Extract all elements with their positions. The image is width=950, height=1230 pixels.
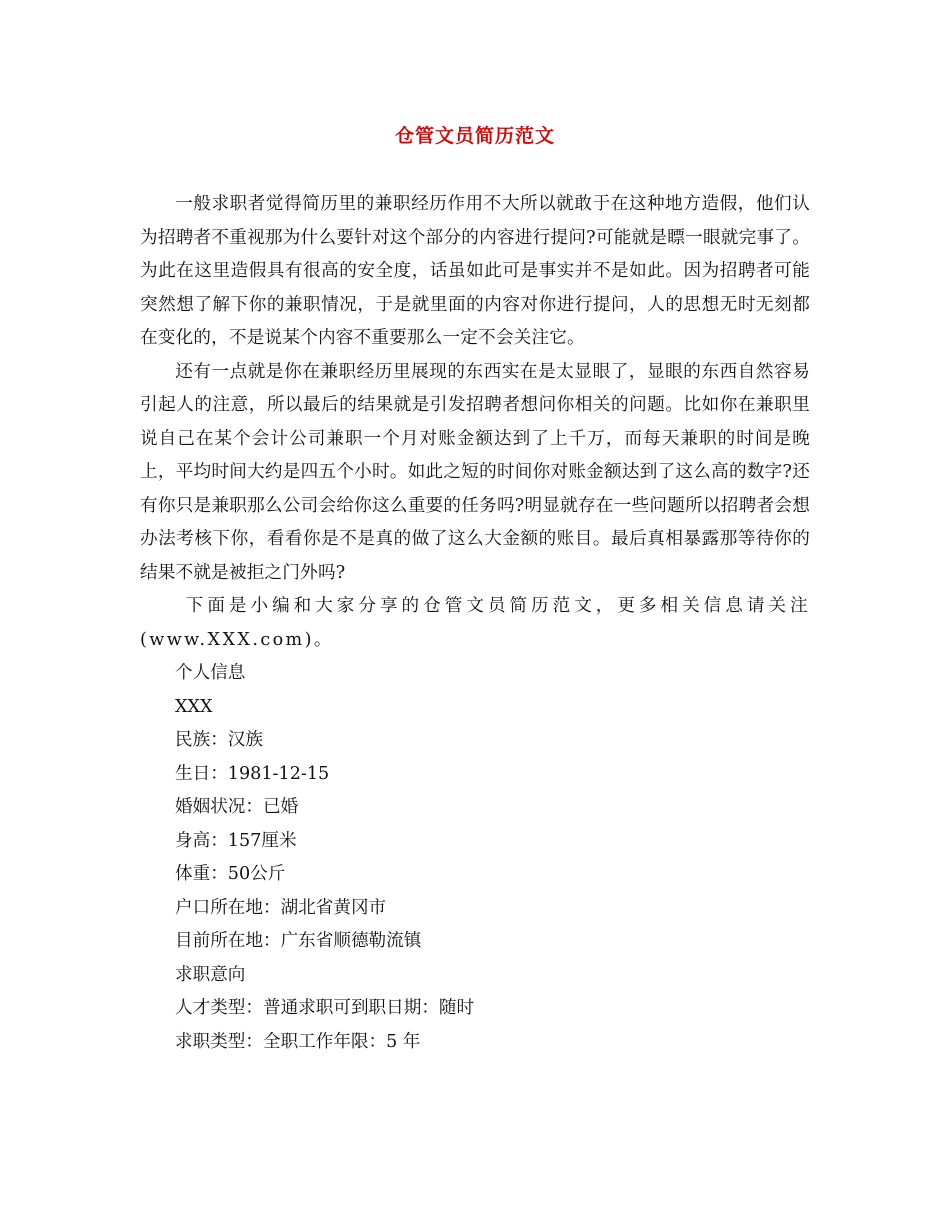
intro-paragraph: 下面是小编和大家分享的仓管文员简历范文，更多相关信息请关注(www.XXX.com)。 [140,596,810,650]
paragraph-2: 还有一点就是你在兼职经历里展现的东西实在是太显眼了，显眼的东西自然容易引起人的注意，所以最后的结果就是引发招聘者想问你相关的问题。比如你在兼职里说自己在某个会计公司兼职一个月对账金额达到了上千万，而每天兼职的时间是晚上，平均时间大约是四五个小时。如此之短的时间你对账金额达到了这么高的数字?还有你只是兼职那么公司会给你这么重要的任务吗?明显就存在一些问题所以招聘者会想办法考核下你，看看你是不是真的做了这么大金额的账目。最后真相暴露那等待你的结果不就是被拒之门外吗? [140,361,810,583]
document-body [140,188,810,1059]
info-weight: 体重：50公斤 [175,864,286,884]
info-height: 身高：157厘米 [175,830,297,851]
paragraph-1: 一般求职者觉得简历里的兼职经历作用不大所以就敢于在这种地方造假，他们认为招聘者不重视那为什么要针对这个部分的内容进行提问?可能就是瞟一眼就完事了。为此在这里造假具有很高的安全度，话虽如此可是事实并不是如此。因为招聘者可能突然想了解下你的兼职情况，于是就里面的内容对你进行提问，人的思想无时无刻都在变化的，不是说某个内容不重要那么一定不会关注它。 [140,194,810,348]
info-marital-status: 婚姻状况：已婚 [175,797,299,817]
info-talent-type: 人才类型：普通求职可到职日期：随时 [175,998,475,1018]
info-name: XXX [175,696,213,717]
info-birthday: 生日：1981-12-15 [175,763,330,784]
info-ethnicity: 民族：汉族 [175,730,263,750]
info-current-location: 目前所在地：广东省顺德勒流镇 [175,931,422,951]
info-job-type: 求职类型：全职工作年限：5 年 [175,1031,421,1052]
section-heading-personal-info: 个人信息 [175,663,246,683]
info-hukou: 户口所在地：湖北省黄冈市 [175,897,387,918]
document-title: 仓管文员简历范文 [394,125,555,147]
section-heading-job-intention: 求职意向 [175,964,246,985]
